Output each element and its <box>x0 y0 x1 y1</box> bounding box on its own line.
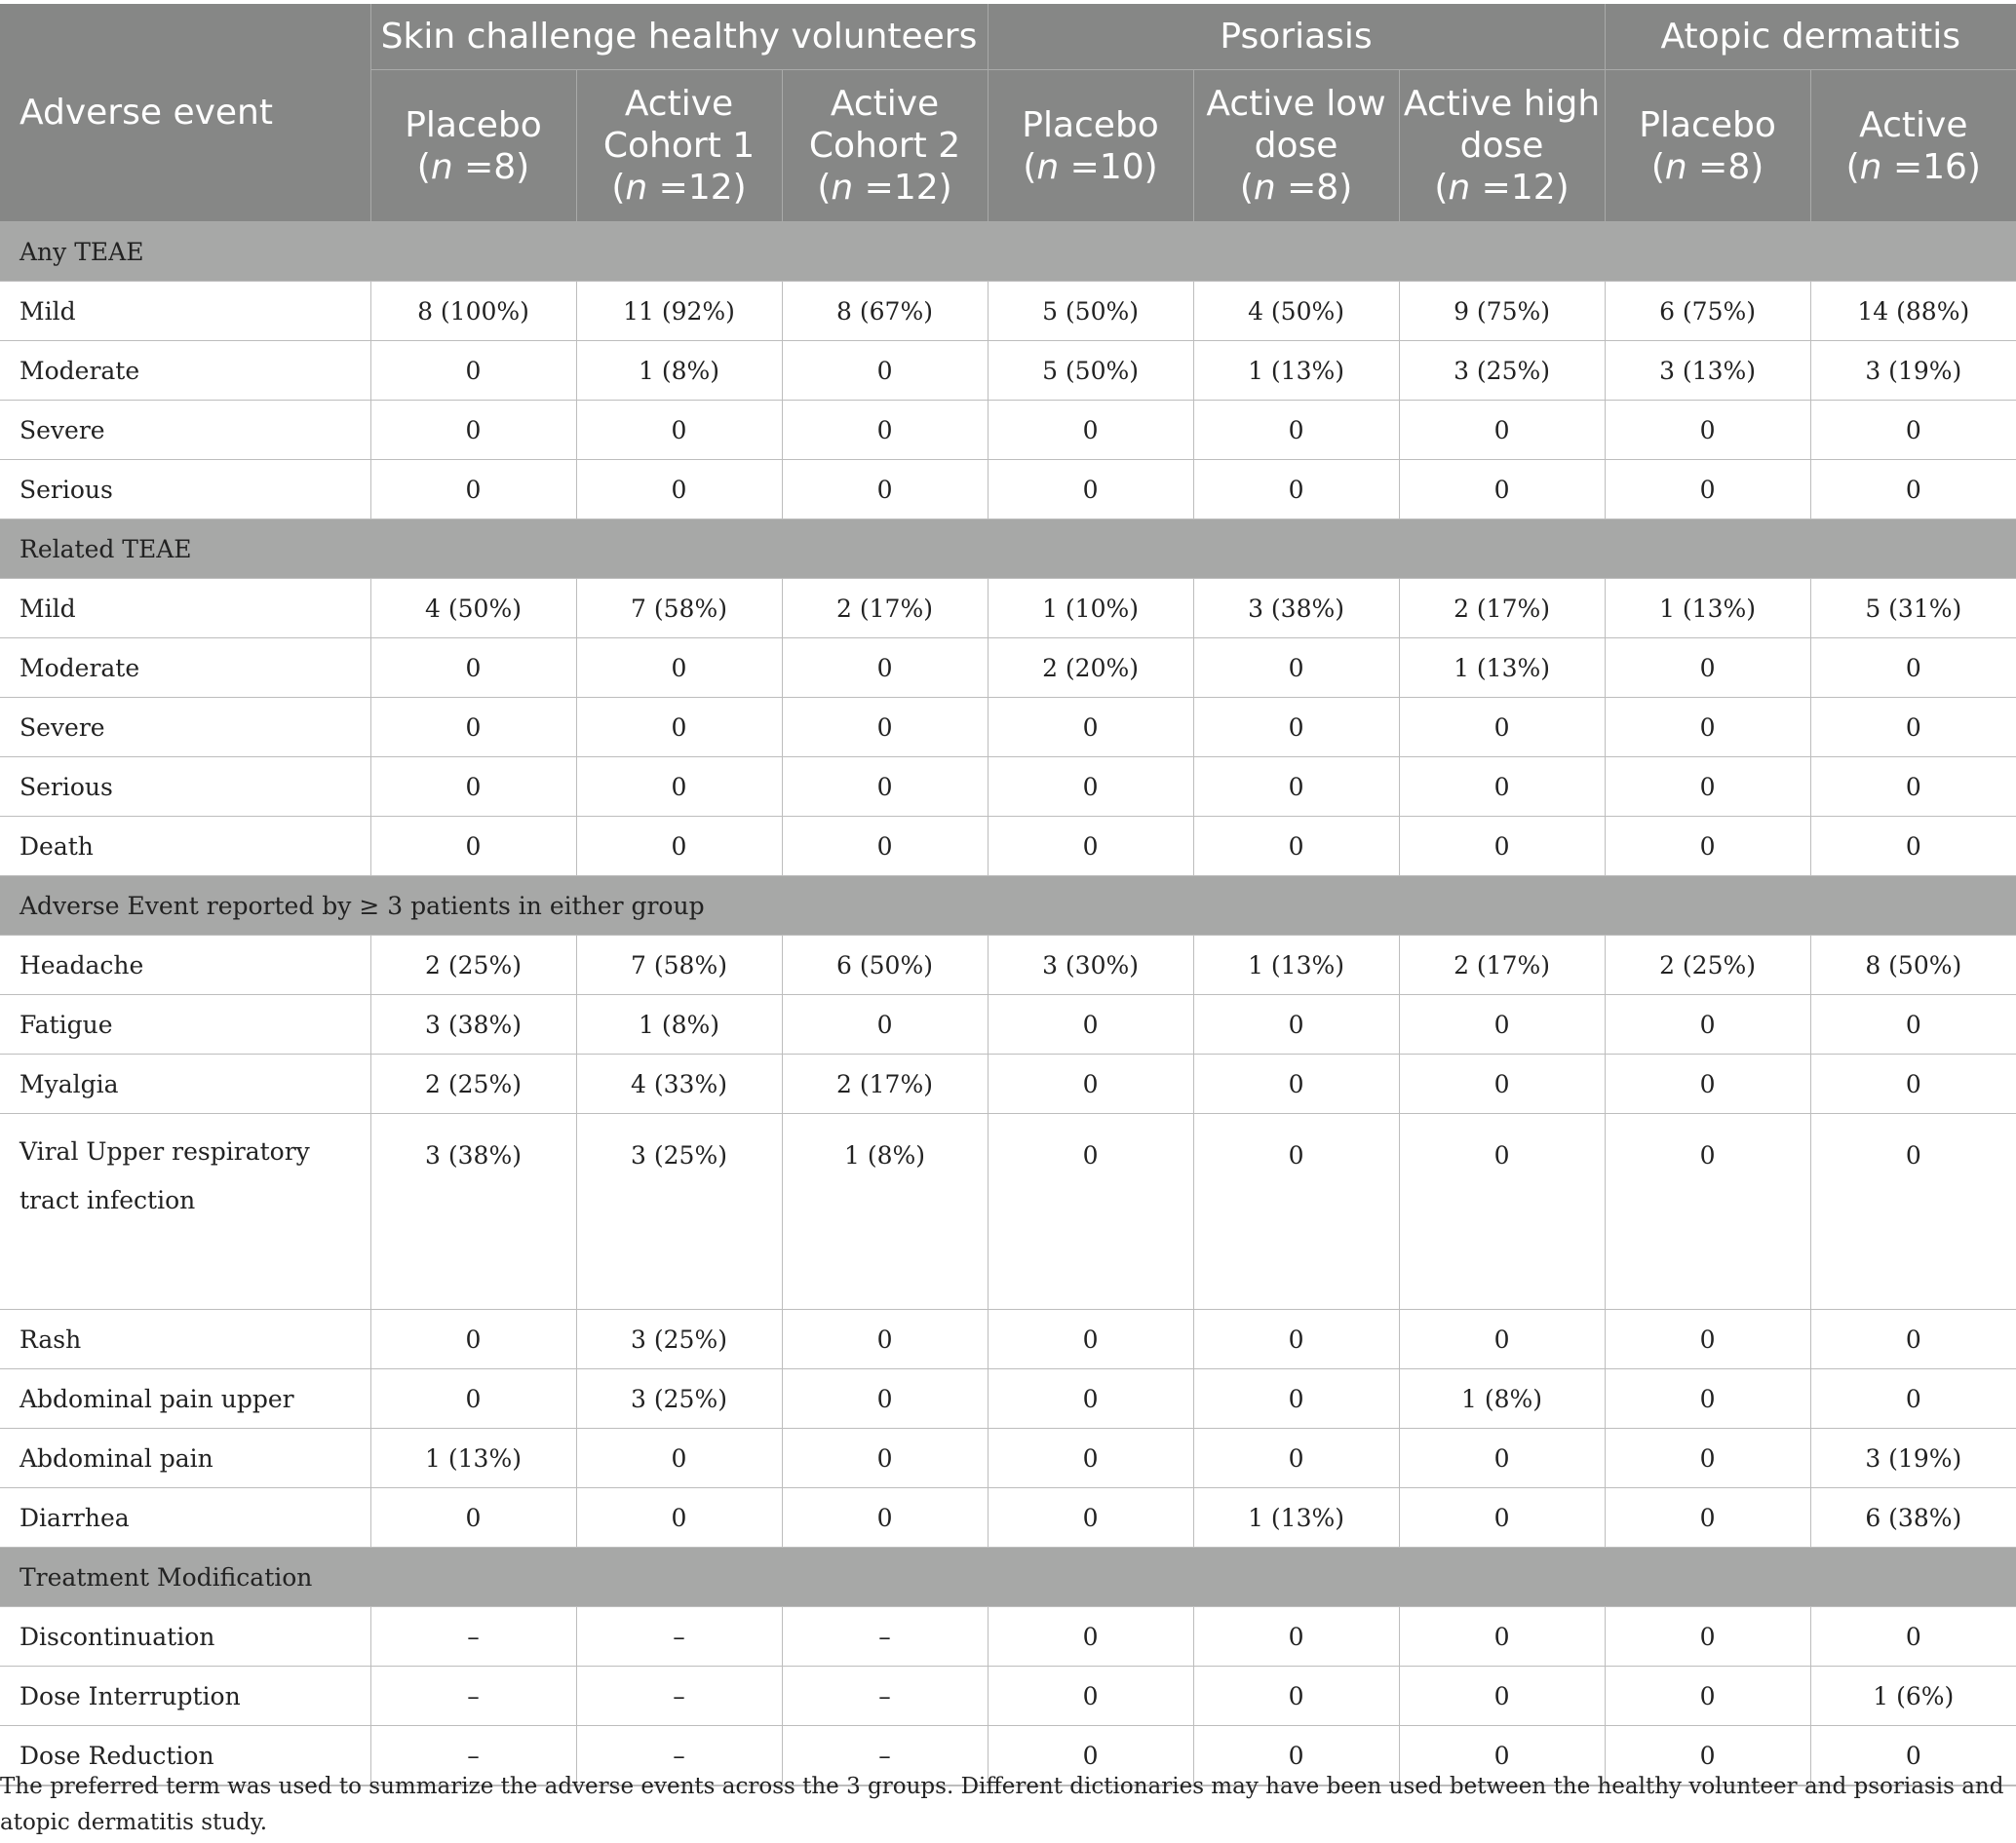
table-cell: 0 <box>1193 460 1399 519</box>
table-cell: 3 (30%) <box>988 936 1193 995</box>
table-cell: 0 <box>988 1607 1193 1667</box>
table-cell: 0 <box>988 817 1193 876</box>
table-cell: 0 <box>1810 1726 2016 1785</box>
table-cell: 0 <box>1605 401 1810 460</box>
table-row <box>0 757 2016 817</box>
table-row <box>0 579 2016 638</box>
column-n <box>1811 146 2016 188</box>
column-n <box>1400 167 1605 209</box>
table-cell: 0 <box>988 757 1193 817</box>
table-cell: 1 (13%) <box>1399 638 1605 698</box>
n-open-paren: ( <box>1023 146 1037 187</box>
table-cell: 0 <box>1810 698 2016 757</box>
table-cell: 0 <box>1193 1114 1399 1310</box>
table-cell: 2 (20%) <box>988 638 1193 698</box>
n-open-paren: ( <box>1434 168 1449 208</box>
table-cell: 4 (33%) <box>576 1055 782 1114</box>
table-row <box>0 1488 2016 1548</box>
section-title: Related TEAE <box>0 519 2016 579</box>
table-cell: 0 <box>370 817 576 876</box>
n-symbol: n <box>430 146 453 187</box>
table-cell: 0 <box>370 1310 576 1369</box>
n-equals: = <box>1686 146 1728 187</box>
table-cell: 0 <box>1193 638 1399 698</box>
table-cell: 0 <box>370 698 576 757</box>
table-cell: 0 <box>1810 638 2016 698</box>
n-close-paren: ) <box>1144 146 1158 187</box>
table-cell: 0 <box>1605 698 1810 757</box>
n-value: 12 <box>687 168 733 208</box>
row-label: Abdominal pain upper <box>0 1369 370 1429</box>
row-label: Mild <box>0 579 370 638</box>
table-cell: 0 <box>1810 995 2016 1055</box>
table-cell: 0 <box>1399 757 1605 817</box>
header-group-1: Psoriasis <box>988 4 1605 70</box>
table-cell: 0 <box>576 401 782 460</box>
table-cell: 0 <box>1193 1369 1399 1429</box>
table-cell: 5 (31%) <box>1810 579 2016 638</box>
n-equals: = <box>452 146 494 187</box>
section-header-row <box>0 519 2016 579</box>
n-close-paren: ) <box>1555 168 1570 208</box>
table-cell: 0 <box>1605 1488 1810 1548</box>
table-cell: 11 (92%) <box>576 282 782 341</box>
table-cell: 7 (58%) <box>576 579 782 638</box>
table-cell: 0 <box>782 817 988 876</box>
table-row <box>0 1310 2016 1369</box>
n-open-paren: ( <box>817 168 832 208</box>
table-cell: 0 <box>1399 1114 1605 1310</box>
table-cell: 0 <box>782 341 988 401</box>
table-cell: 1 (6%) <box>1810 1667 2016 1726</box>
row-label: Dose Reduction <box>0 1726 370 1785</box>
table-cell: 6 (38%) <box>1810 1488 2016 1548</box>
table-cell: 8 (50%) <box>1810 936 2016 995</box>
table-cell: 0 <box>988 1369 1193 1429</box>
table-cell: 0 <box>1810 817 2016 876</box>
table-cell: 0 <box>1399 1667 1605 1726</box>
table-cell: 0 <box>1810 1114 2016 1310</box>
table-cell: 0 <box>1810 1369 2016 1429</box>
row-label: Myalgia <box>0 1055 370 1114</box>
table-row <box>0 401 2016 460</box>
table-cell: 0 <box>988 1429 1193 1488</box>
table-cell: 0 <box>988 1055 1193 1114</box>
table-cell: 0 <box>1399 1488 1605 1548</box>
table-cell: – <box>370 1726 576 1785</box>
table-cell: 0 <box>1193 1310 1399 1369</box>
row-label: Diarrhea <box>0 1488 370 1548</box>
n-equals: = <box>1881 146 1923 187</box>
table-cell: 0 <box>1399 995 1605 1055</box>
header-column-4 <box>1193 70 1399 222</box>
table-cell: 0 <box>988 1488 1193 1548</box>
table-cell: 0 <box>1399 1310 1605 1369</box>
table-cell: 0 <box>1193 817 1399 876</box>
table-cell: 0 <box>1193 698 1399 757</box>
table-cell: – <box>782 1726 988 1785</box>
table-cell: 2 (25%) <box>1605 936 1810 995</box>
table-cell: 0 <box>1399 1055 1605 1114</box>
table-row <box>0 460 2016 519</box>
table-cell: 5 (50%) <box>988 282 1193 341</box>
table-cell: 0 <box>576 817 782 876</box>
table-cell: 0 <box>782 460 988 519</box>
section-title: Treatment Modification <box>0 1548 2016 1607</box>
table-cell: 0 <box>782 638 988 698</box>
table-cell: 0 <box>1605 638 1810 698</box>
n-value: 12 <box>1510 168 1556 208</box>
table-cell: 0 <box>782 698 988 757</box>
header-column-7 <box>1810 70 2016 222</box>
table-row <box>0 698 2016 757</box>
table-row <box>0 1607 2016 1667</box>
table-cell: 5 (50%) <box>988 341 1193 401</box>
table-cell: 0 <box>1399 1726 1605 1785</box>
n-symbol: n <box>1036 146 1060 187</box>
table-cell: 0 <box>782 401 988 460</box>
column-label: Active Cohort 2 <box>808 84 961 166</box>
table-row <box>0 1114 2016 1310</box>
table-cell: 6 (50%) <box>782 936 988 995</box>
table-cell: 6 (75%) <box>1605 282 1810 341</box>
section-header-row <box>0 876 2016 936</box>
table-cell: 0 <box>576 638 782 698</box>
table-footnote: The preferred term was used to summarize the adverse events across the 3 groups. Different dictionaries may have been used between the healthy volunteer and psoriasis and atopic dermatitis study. <box>0 1774 2004 1835</box>
table-cell: 0 <box>1605 995 1810 1055</box>
header-column-5 <box>1399 70 1605 222</box>
table-cell: 4 (50%) <box>370 579 576 638</box>
table-row <box>0 1055 2016 1114</box>
table-cell: 7 (58%) <box>576 936 782 995</box>
table-cell: 0 <box>1399 460 1605 519</box>
column-label: Active low dose <box>1206 84 1386 166</box>
n-value: 8 <box>1727 146 1751 187</box>
table-row <box>0 638 2016 698</box>
table-row <box>0 817 2016 876</box>
table-cell: – <box>576 1607 782 1667</box>
row-label: Viral Upper respiratory tract infection <box>0 1114 370 1310</box>
n-value: 10 <box>1099 146 1144 187</box>
table-cell: 0 <box>1605 1429 1810 1488</box>
table-cell: 1 (8%) <box>576 341 782 401</box>
table-row <box>0 1429 2016 1488</box>
column-label: Placebo <box>1639 104 1776 145</box>
table-cell: 0 <box>1605 1726 1810 1785</box>
table-cell: 0 <box>370 460 576 519</box>
n-value: 16 <box>1922 146 1967 187</box>
table-cell: 0 <box>1605 1667 1810 1726</box>
table-cell: 0 <box>1605 757 1810 817</box>
table-cell: 2 (17%) <box>1399 936 1605 995</box>
table-cell: 0 <box>988 995 1193 1055</box>
table-cell: 3 (38%) <box>370 995 576 1055</box>
table-cell: 0 <box>1810 1607 2016 1667</box>
table-cell: – <box>370 1607 576 1667</box>
table-cell: 0 <box>988 1726 1193 1785</box>
table-cell: 0 <box>1399 1607 1605 1667</box>
table-cell: 0 <box>370 401 576 460</box>
header-column-2 <box>782 70 988 222</box>
n-open-paren: ( <box>1845 146 1860 187</box>
adverse-events-table <box>0 4 2016 1785</box>
table-cell: 0 <box>782 757 988 817</box>
table-cell: 0 <box>782 1429 988 1488</box>
table-cell: 0 <box>1810 460 2016 519</box>
table-cell: 0 <box>370 1488 576 1548</box>
n-close-paren: ) <box>1750 146 1764 187</box>
table-cell: – <box>576 1726 782 1785</box>
table-cell: 3 (13%) <box>1605 341 1810 401</box>
row-label: Severe <box>0 698 370 757</box>
n-symbol: n <box>1859 146 1882 187</box>
table-cell: 0 <box>1193 757 1399 817</box>
table-cell: 0 <box>988 698 1193 757</box>
table-cell: 0 <box>1810 757 2016 817</box>
table-cell: 0 <box>988 1114 1193 1310</box>
column-label: Active Cohort 1 <box>602 84 756 166</box>
table-row <box>0 341 2016 401</box>
table-cell: 2 (17%) <box>782 1055 988 1114</box>
table-cell: 3 (38%) <box>370 1114 576 1310</box>
header-group-2: Atopic dermatitis <box>1605 4 2016 70</box>
table-cell: 3 (38%) <box>1193 579 1399 638</box>
table-cell: 4 (50%) <box>1193 282 1399 341</box>
table-cell: 0 <box>988 1310 1193 1369</box>
table-cell: 0 <box>1193 1607 1399 1667</box>
table-cell: 3 (19%) <box>1810 341 2016 401</box>
table-cell: – <box>782 1607 988 1667</box>
table-cell: 0 <box>576 460 782 519</box>
n-symbol: n <box>1448 168 1471 208</box>
table-cell: 0 <box>1810 1055 2016 1114</box>
column-n <box>989 146 1193 188</box>
table-cell: 2 (25%) <box>370 1055 576 1114</box>
n-open-paren: ( <box>611 168 626 208</box>
table-cell: 0 <box>782 1310 988 1369</box>
table-cell: 2 (17%) <box>1399 579 1605 638</box>
table-cell: 0 <box>370 757 576 817</box>
n-symbol: n <box>625 168 648 208</box>
table-cell: 1 (8%) <box>576 995 782 1055</box>
table-cell: 1 (13%) <box>1193 341 1399 401</box>
table-cell: 0 <box>1605 1369 1810 1429</box>
n-equals: = <box>853 168 894 208</box>
row-label: Serious <box>0 757 370 817</box>
table-cell: 0 <box>1193 1667 1399 1726</box>
table-cell: 0 <box>1193 1726 1399 1785</box>
n-close-paren: ) <box>938 168 952 208</box>
row-label: Serious <box>0 460 370 519</box>
table-cell: 1 (13%) <box>1193 1488 1399 1548</box>
row-label: Death <box>0 817 370 876</box>
table-row <box>0 936 2016 995</box>
column-label: Placebo <box>1022 104 1159 145</box>
column-n <box>371 146 576 188</box>
header-adverse-event: Adverse event <box>0 4 370 222</box>
column-label: Placebo <box>405 104 542 145</box>
table-row <box>0 995 2016 1055</box>
table-cell: 2 (25%) <box>370 936 576 995</box>
header-column-6 <box>1605 70 1810 222</box>
table-cell: 0 <box>1605 1055 1810 1114</box>
table-row <box>0 282 2016 341</box>
n-equals: = <box>647 168 688 208</box>
table-cell: 0 <box>1399 817 1605 876</box>
row-label: Dose Interruption <box>0 1667 370 1726</box>
table-cell: 0 <box>1193 1429 1399 1488</box>
table-cell: 0 <box>1605 460 1810 519</box>
column-n <box>577 167 782 209</box>
section-title: Adverse Event reported by ≥ 3 patients in either group <box>0 876 2016 936</box>
table-cell: 9 (75%) <box>1399 282 1605 341</box>
n-value: 8 <box>1316 168 1339 208</box>
column-n <box>1606 146 1810 188</box>
table-cell: – <box>782 1667 988 1726</box>
n-symbol: n <box>1253 168 1276 208</box>
table-cell: 0 <box>370 1369 576 1429</box>
n-close-paren: ) <box>1338 168 1353 208</box>
n-close-paren: ) <box>1966 146 1981 187</box>
table-cell: 3 (25%) <box>1399 341 1605 401</box>
n-open-paren: ( <box>1650 146 1665 187</box>
table-header <box>0 4 2016 222</box>
table-cell: 0 <box>782 1488 988 1548</box>
n-symbol: n <box>831 168 854 208</box>
table-cell: 3 (25%) <box>576 1310 782 1369</box>
table-cell: 1 (13%) <box>370 1429 576 1488</box>
table-cell: 8 (67%) <box>782 282 988 341</box>
row-label: Moderate <box>0 341 370 401</box>
table-cell: 3 (25%) <box>576 1369 782 1429</box>
header-column-0 <box>370 70 576 222</box>
table-cell: 0 <box>1399 698 1605 757</box>
table-cell: 0 <box>1399 1429 1605 1488</box>
row-label: Discontinuation <box>0 1607 370 1667</box>
row-label: Abdominal pain <box>0 1429 370 1488</box>
row-label: Headache <box>0 936 370 995</box>
table-row <box>0 1369 2016 1429</box>
row-label: Severe <box>0 401 370 460</box>
header-column-1 <box>576 70 782 222</box>
n-symbol: n <box>1664 146 1687 187</box>
table-cell: 0 <box>370 341 576 401</box>
header-column-3 <box>988 70 1193 222</box>
header-group-0: Skin challenge healthy volunteers <box>370 4 988 70</box>
n-close-paren: ) <box>516 146 530 187</box>
table-cell: 1 (8%) <box>1399 1369 1605 1429</box>
table-cell: 14 (88%) <box>1810 282 2016 341</box>
n-value: 8 <box>493 146 517 187</box>
section-header-row <box>0 222 2016 282</box>
table-cell: 0 <box>370 638 576 698</box>
row-label: Mild <box>0 282 370 341</box>
n-equals: = <box>1059 146 1100 187</box>
table-cell: 1 (13%) <box>1605 579 1810 638</box>
table-cell: 2 (17%) <box>782 579 988 638</box>
table-cell: 0 <box>1810 401 2016 460</box>
table-cell: 0 <box>1193 995 1399 1055</box>
column-label: Active <box>1859 104 1968 145</box>
n-equals: = <box>1275 168 1317 208</box>
table-cell: 0 <box>576 757 782 817</box>
table-body <box>0 222 2016 1785</box>
table-cell: 0 <box>988 401 1193 460</box>
table-cell: 0 <box>1399 401 1605 460</box>
table-cell: – <box>576 1667 782 1726</box>
n-value: 12 <box>893 168 939 208</box>
table-row <box>0 1667 2016 1726</box>
row-label: Rash <box>0 1310 370 1369</box>
table-cell: 1 (8%) <box>782 1114 988 1310</box>
table-cell: 8 (100%) <box>370 282 576 341</box>
n-close-paren: ) <box>732 168 747 208</box>
table-cell: 1 (13%) <box>1193 936 1399 995</box>
row-label: Moderate <box>0 638 370 698</box>
table-cell: 0 <box>1605 1607 1810 1667</box>
column-n <box>783 167 988 209</box>
header-row-groups <box>0 4 2016 70</box>
table-cell: 0 <box>576 1429 782 1488</box>
table-cell: 3 (19%) <box>1810 1429 2016 1488</box>
n-open-paren: ( <box>416 146 431 187</box>
table-cell: – <box>370 1667 576 1726</box>
table-cell: 0 <box>1810 1310 2016 1369</box>
table-cell: 0 <box>1193 1055 1399 1114</box>
table-cell: 0 <box>576 698 782 757</box>
table-cell: 0 <box>1605 1310 1810 1369</box>
table-cell: 0 <box>1605 1114 1810 1310</box>
row-label: Fatigue <box>0 995 370 1055</box>
n-equals: = <box>1470 168 1511 208</box>
column-label: Active high dose <box>1403 84 1601 166</box>
table-cell: 0 <box>782 995 988 1055</box>
table-cell: 3 (25%) <box>576 1114 782 1310</box>
adverse-events-table-container <box>0 4 2016 1786</box>
table-cell: 0 <box>1193 401 1399 460</box>
section-title: Any TEAE <box>0 222 2016 282</box>
table-cell: 0 <box>782 1369 988 1429</box>
n-open-paren: ( <box>1239 168 1254 208</box>
column-n <box>1194 167 1399 209</box>
table-cell: 0 <box>988 460 1193 519</box>
table-cell: 1 (10%) <box>988 579 1193 638</box>
table-cell: 0 <box>1605 817 1810 876</box>
section-header-row <box>0 1548 2016 1607</box>
table-cell: 0 <box>988 1667 1193 1726</box>
table-cell: 0 <box>576 1488 782 1548</box>
